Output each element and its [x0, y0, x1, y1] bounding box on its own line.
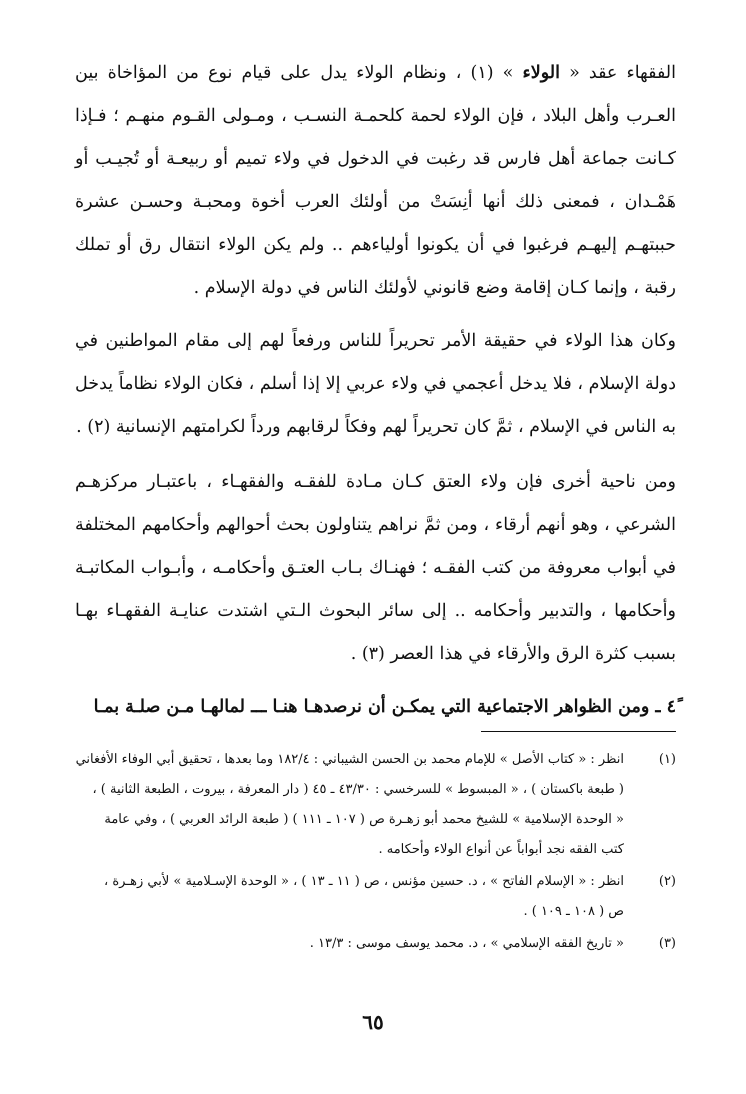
footnote-1-line-3: « الوحدة الإسلامية » للشيخ محمد أبو زهـرة ص ( ١٠٧ ـ ١١١ ) ( طبعة الرائد العربي ) ، وفي عامة — [104, 812, 624, 827]
footnotes — [75, 745, 676, 961]
paragraph-1-intro: الفقهاء عقد « — [559, 63, 676, 83]
footnote-1-line-1: انظر : « كتاب الأصل » للإمام محمد بن الحسن الشيباني : ١٨٢/٤ وما بعدها ، تحقيق أبي الوفاء الأفغاني — [75, 752, 624, 767]
footnote-1-text — [75, 745, 624, 865]
section-heading-4: ٤ً ـ ومن الظواهر الاجتماعية التي يمكـن أن نرصدهـا هنـا ـــ لمالهـا مـن صلـة بمـا — [93, 697, 676, 717]
footnote-2 — [75, 867, 676, 927]
footnote-1-line-2: ( طبعة باكستان ) ، « المبسوط » للسرخسي : ٤٣/٣٠ ـ ٤٥ ( دار المعرفة ، بيروت ، الطبعة الثانية ) ، — [92, 782, 624, 797]
footnote-2-line-1: انظر : « الإسلام الفاتح » ، د. حسين مؤنس ، ص ( ١١ ـ ١٣ ) ، « الوحدة الإسـلامية » لأبي زهـرة ، — [103, 874, 624, 889]
footnote-1-number: (١) — [658, 752, 676, 767]
page-number: ٦٥ — [362, 1010, 384, 1034]
footnote-2-line-2: ص ( ١٠٨ ـ ١٠٩ ) . — [523, 904, 624, 919]
footnote-3-number: (٣) — [658, 936, 676, 951]
paragraph-2: وكان هذا الولاء في حقيقة الأمر تحريراً للناس ورفعاً لهم إلى مقام المواطنين في دولة الإسلام ، فلا يدخل أعجمي في ولاء عربي إلا إذا أسلم ، فكان الولاء نظاماً يدخل به الناس في الإسلام ، ثمَّ كان تحريراً لهم وفكاً لرقابهم ورداً لكرامتهم الإنسانية (٢) . — [75, 331, 676, 437]
wala-term: الولاء — [522, 63, 560, 83]
page-body — [75, 52, 676, 729]
footnote-2-number: (٢) — [658, 874, 676, 889]
footnote-separator — [481, 731, 676, 732]
footnote-2-text — [75, 867, 624, 927]
paragraph-1-rest: » (١) ، ونظام الولاء يدل على قيام نوع من المؤاخاة بين العـرب وأهل البلاد ، فإن الولاء لحمة كلحمـة النسـب ، ومـولى القـوم منهـم ؛ فـإذا كـانت جماعة أهل فارس قد رغبت في الدخول في ولاء تميم أو ربيعـة أو تُجيـب أو هَمْـدان ، فمعنى ذلك أنها أنِسَتْ من أولئك العرب أخوة ومحبـة وحسـن عشرة حببتهـم إليهـم فرغبوا في أن يكونوا أولياءهم .. ولم يكن الولاء انتقال رق أو تملك رقبة ، وإنما كـان إقامة وضع قانوني لأولئك الناس في دولة الإسلام . — [75, 63, 676, 298]
footnote-1 — [75, 745, 676, 865]
footnote-3-text — [75, 929, 624, 959]
footnote-3 — [75, 929, 676, 959]
footnote-1-line-4: كتب الفقه نجد أبواباً عن أنواع الولاء وأحكامه . — [378, 842, 624, 857]
paragraph-3: ومن ناحية أخرى فإن ولاء العتق كـان مـادة للفقـه والفقهـاء ، باعتبـار مركزهـم الشرعي ، وهو أنهم أرقاء ، ومن ثمَّ نراهم يتناولون بحث أحوالهم وأحكامهم المختلفة في أبواب معروفة من كتب الفقـه ؛ فهنـاك بـاب العتـق وأحكامـه ، وأبـواب المكاتبـة وأحكامها ، والتدبير وأحكامه .. إلى سائر البحوث الـتي اشتدت عنايـة الفقهـاء بهـا بسبب كثرة الرق والأرقاء في هذا العصر (٣) . — [75, 472, 676, 664]
footnote-3-line-1: « تاريخ الفقه الإسلامي » ، د. محمد يوسف موسى : ١٣/٣ . — [309, 936, 624, 951]
paragraph-1 — [75, 52, 676, 310]
